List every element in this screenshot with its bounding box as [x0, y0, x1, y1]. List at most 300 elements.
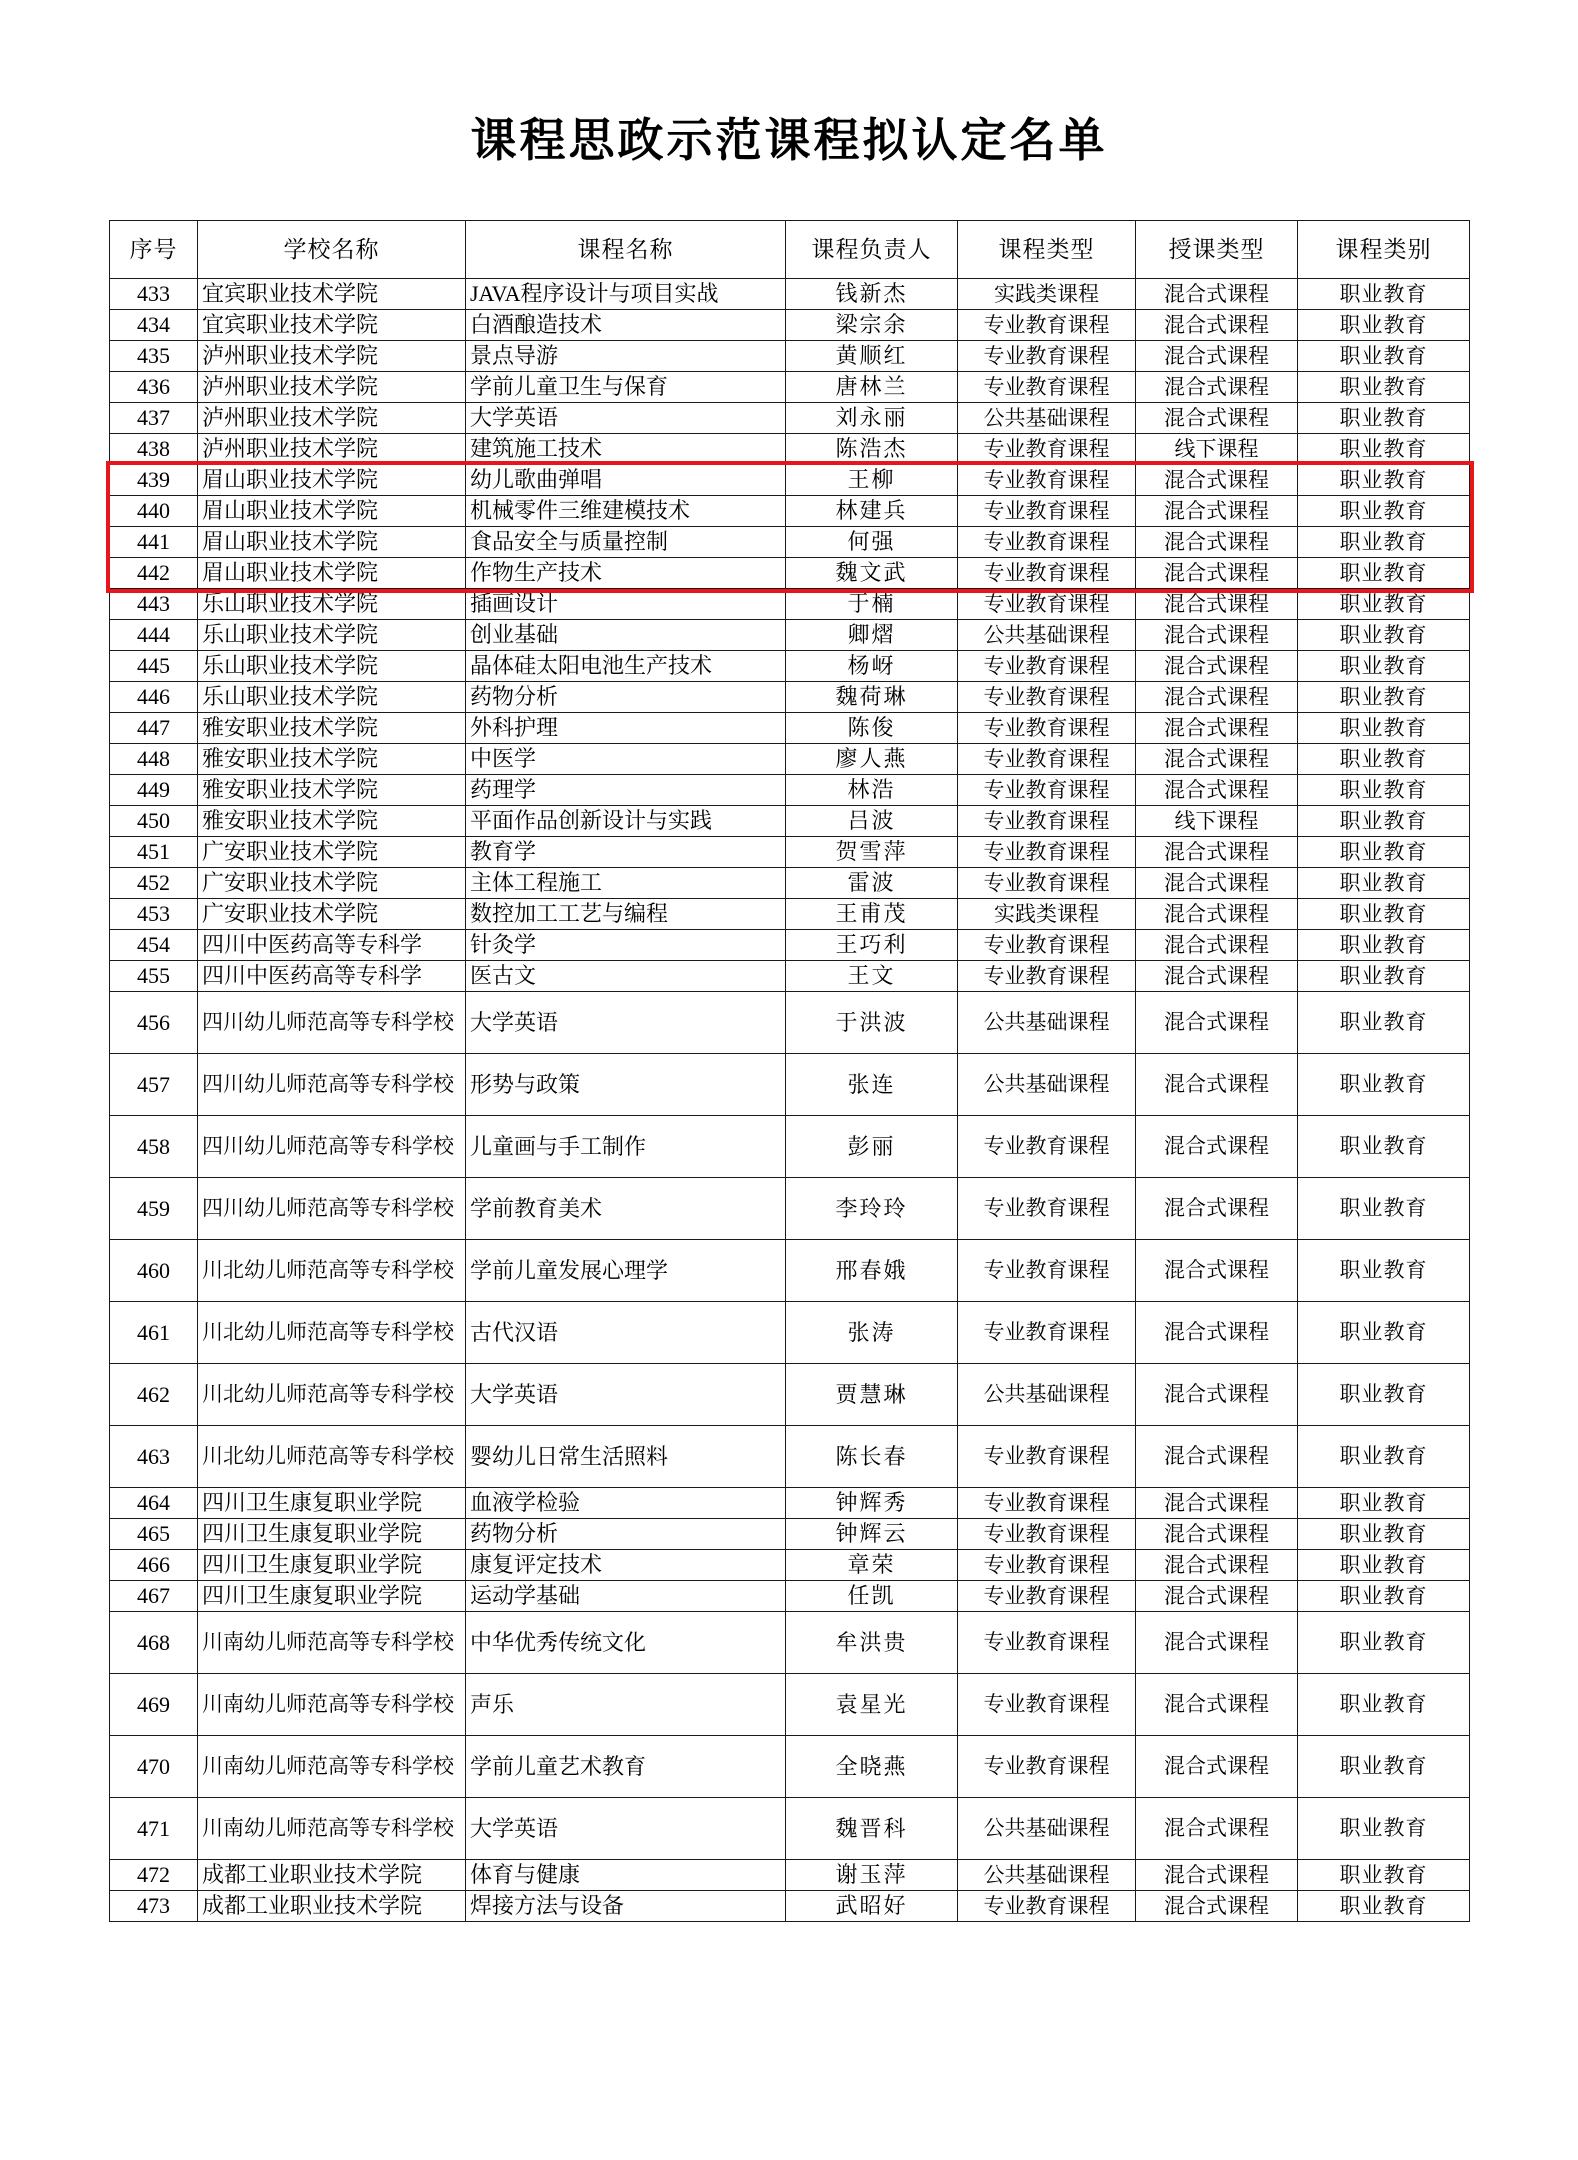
- cell-owner: 林浩: [786, 775, 958, 806]
- cell-category: 职业教育: [1298, 310, 1470, 341]
- cell-school: 川北幼儿师范高等专科学校: [198, 1426, 466, 1488]
- cell-teaching-type: 混合式课程: [1136, 341, 1298, 372]
- cell-school: 雅安职业技术学院: [198, 806, 466, 837]
- cell-index: 471: [110, 1798, 198, 1860]
- table-row: [110, 1860, 1470, 1891]
- cell-school: 川南幼儿师范高等专科学校: [198, 1674, 466, 1736]
- cell-course-type: 专业教育课程: [958, 1519, 1136, 1550]
- header-row: [110, 221, 1470, 279]
- table-row: [110, 1612, 1470, 1674]
- column-header-owner: 课程负责人: [786, 221, 958, 279]
- table-row: [110, 1426, 1470, 1488]
- cell-course-type: 专业教育课程: [958, 713, 1136, 744]
- cell-course: 药物分析: [466, 682, 786, 713]
- cell-category: 职业教育: [1298, 341, 1470, 372]
- cell-school: 眉山职业技术学院: [198, 496, 466, 527]
- cell-category: 职业教育: [1298, 1364, 1470, 1426]
- cell-teaching-type: 混合式课程: [1136, 1302, 1298, 1364]
- cell-school: 成都工业职业技术学院: [198, 1860, 466, 1891]
- cell-school: 川南幼儿师范高等专科学校: [198, 1612, 466, 1674]
- cell-course-type: 专业教育课程: [958, 744, 1136, 775]
- cell-course-type: 专业教育课程: [958, 868, 1136, 899]
- cell-category: 职业教育: [1298, 1240, 1470, 1302]
- cell-category: 职业教育: [1298, 930, 1470, 961]
- cell-owner: 武昭好: [786, 1891, 958, 1922]
- cell-index: 440: [110, 496, 198, 527]
- cell-course: 体育与健康: [466, 1860, 786, 1891]
- cell-owner: 王柳: [786, 465, 958, 496]
- table-row: [110, 682, 1470, 713]
- cell-category: 职业教育: [1298, 558, 1470, 589]
- cell-course-type: 专业教育课程: [958, 682, 1136, 713]
- cell-course: 婴幼儿日常生活照料: [466, 1426, 786, 1488]
- cell-index: 454: [110, 930, 198, 961]
- cell-index: 434: [110, 310, 198, 341]
- cell-index: 457: [110, 1054, 198, 1116]
- cell-course: 运动学基础: [466, 1581, 786, 1612]
- cell-school: 四川中医药高等专科学: [198, 961, 466, 992]
- cell-school: 川北幼儿师范高等专科学校: [198, 1364, 466, 1426]
- cell-course-type: 专业教育课程: [958, 1612, 1136, 1674]
- cell-course: 形势与政策: [466, 1054, 786, 1116]
- cell-course-type: 公共基础课程: [958, 1054, 1136, 1116]
- table-row: [110, 1364, 1470, 1426]
- cell-category: 职业教育: [1298, 1736, 1470, 1798]
- cell-course-type: 专业教育课程: [958, 1240, 1136, 1302]
- cell-index: 462: [110, 1364, 198, 1426]
- table-row: [110, 651, 1470, 682]
- cell-school: 四川卫生康复职业学院: [198, 1550, 466, 1581]
- cell-owner: 牟洪贵: [786, 1612, 958, 1674]
- cell-category: 职业教育: [1298, 837, 1470, 868]
- cell-course-type: 专业教育课程: [958, 372, 1136, 403]
- table-row: [110, 465, 1470, 496]
- cell-course: JAVA程序设计与项目实战: [466, 279, 786, 310]
- table-body: [110, 279, 1470, 1922]
- cell-owner: 张连: [786, 1054, 958, 1116]
- cell-owner: 魏文武: [786, 558, 958, 589]
- cell-course: 针灸学: [466, 930, 786, 961]
- cell-school: 广安职业技术学院: [198, 868, 466, 899]
- cell-course-type: 专业教育课程: [958, 1550, 1136, 1581]
- table-row: [110, 558, 1470, 589]
- cell-course: 中华优秀传统文化: [466, 1612, 786, 1674]
- cell-category: 职业教育: [1298, 1612, 1470, 1674]
- cell-school: 川北幼儿师范高等专科学校: [198, 1302, 466, 1364]
- cell-school: 雅安职业技术学院: [198, 775, 466, 806]
- table-row: [110, 1798, 1470, 1860]
- table-row: [110, 837, 1470, 868]
- cell-category: 职业教育: [1298, 1891, 1470, 1922]
- cell-course-type: 公共基础课程: [958, 1798, 1136, 1860]
- cell-school: 乐山职业技术学院: [198, 651, 466, 682]
- cell-course: 食品安全与质量控制: [466, 527, 786, 558]
- cell-category: 职业教育: [1298, 1426, 1470, 1488]
- cell-index: 453: [110, 899, 198, 930]
- cell-index: 459: [110, 1178, 198, 1240]
- cell-course-type: 实践类课程: [958, 279, 1136, 310]
- cell-owner: 李玲玲: [786, 1178, 958, 1240]
- cell-school: 川南幼儿师范高等专科学校: [198, 1736, 466, 1798]
- cell-index: 437: [110, 403, 198, 434]
- cell-index: 473: [110, 1891, 198, 1922]
- cell-school: 川北幼儿师范高等专科学校: [198, 1240, 466, 1302]
- cell-teaching-type: 混合式课程: [1136, 1581, 1298, 1612]
- cell-teaching-type: 混合式课程: [1136, 1612, 1298, 1674]
- cell-course-type: 专业教育课程: [958, 496, 1136, 527]
- cell-course: 数控加工工艺与编程: [466, 899, 786, 930]
- cell-index: 465: [110, 1519, 198, 1550]
- cell-school: 乐山职业技术学院: [198, 620, 466, 651]
- cell-category: 职业教育: [1298, 775, 1470, 806]
- cell-index: 461: [110, 1302, 198, 1364]
- cell-teaching-type: 混合式课程: [1136, 1116, 1298, 1178]
- cell-category: 职业教育: [1298, 806, 1470, 837]
- cell-category: 职业教育: [1298, 372, 1470, 403]
- table-row: [110, 899, 1470, 930]
- column-header-teaching-type: 授课类型: [1136, 221, 1298, 279]
- table-row: [110, 1116, 1470, 1178]
- cell-index: 472: [110, 1860, 198, 1891]
- cell-course-type: 专业教育课程: [958, 589, 1136, 620]
- cell-owner: 何强: [786, 527, 958, 558]
- cell-teaching-type: 混合式课程: [1136, 620, 1298, 651]
- cell-school: 四川幼儿师范高等专科学校: [198, 1116, 466, 1178]
- cell-course-type: 专业教育课程: [958, 651, 1136, 682]
- cell-school: 眉山职业技术学院: [198, 527, 466, 558]
- cell-course: 机械零件三维建模技术: [466, 496, 786, 527]
- table-row: [110, 620, 1470, 651]
- cell-teaching-type: 混合式课程: [1136, 1860, 1298, 1891]
- cell-teaching-type: 线下课程: [1136, 806, 1298, 837]
- cell-owner: 廖人燕: [786, 744, 958, 775]
- cell-teaching-type: 混合式课程: [1136, 1426, 1298, 1488]
- cell-owner: 王甫茂: [786, 899, 958, 930]
- cell-index: 470: [110, 1736, 198, 1798]
- cell-school: 四川幼儿师范高等专科学校: [198, 992, 466, 1054]
- cell-course: 幼儿歌曲弹唱: [466, 465, 786, 496]
- cell-school: 眉山职业技术学院: [198, 465, 466, 496]
- cell-owner: 谢玉萍: [786, 1860, 958, 1891]
- cell-course-type: 实践类课程: [958, 899, 1136, 930]
- cell-course-type: 公共基础课程: [958, 1364, 1136, 1426]
- cell-owner: 贾慧琳: [786, 1364, 958, 1426]
- cell-teaching-type: 混合式课程: [1136, 992, 1298, 1054]
- table-row: [110, 310, 1470, 341]
- column-header-course-type: 课程类型: [958, 221, 1136, 279]
- cell-course: 景点导游: [466, 341, 786, 372]
- cell-owner: 陈浩杰: [786, 434, 958, 465]
- cell-owner: 袁星光: [786, 1674, 958, 1736]
- table-row: [110, 527, 1470, 558]
- cell-teaching-type: 混合式课程: [1136, 558, 1298, 589]
- cell-course-type: 专业教育课程: [958, 1736, 1136, 1798]
- cell-owner: 王文: [786, 961, 958, 992]
- table-row: [110, 1519, 1470, 1550]
- cell-course: 作物生产技术: [466, 558, 786, 589]
- table-container: [109, 170, 1469, 1922]
- table-header: [110, 221, 1470, 279]
- cell-course-type: 公共基础课程: [958, 1860, 1136, 1891]
- cell-teaching-type: 混合式课程: [1136, 899, 1298, 930]
- cell-course: 血液学检验: [466, 1488, 786, 1519]
- cell-index: 455: [110, 961, 198, 992]
- table-row: [110, 1488, 1470, 1519]
- cell-index: 469: [110, 1674, 198, 1736]
- cell-category: 职业教育: [1298, 1302, 1470, 1364]
- cell-course: 药物分析: [466, 1519, 786, 1550]
- cell-owner: 钟辉秀: [786, 1488, 958, 1519]
- table-row: [110, 1550, 1470, 1581]
- cell-course-type: 专业教育课程: [958, 341, 1136, 372]
- cell-category: 职业教育: [1298, 1550, 1470, 1581]
- cell-index: 456: [110, 992, 198, 1054]
- cell-course: 平面作品创新设计与实践: [466, 806, 786, 837]
- column-header-index: 序号: [110, 221, 198, 279]
- cell-teaching-type: 混合式课程: [1136, 713, 1298, 744]
- cell-school: 四川中医药高等专科学: [198, 930, 466, 961]
- cell-owner: 王巧利: [786, 930, 958, 961]
- cell-course-type: 专业教育课程: [958, 961, 1136, 992]
- cell-category: 职业教育: [1298, 434, 1470, 465]
- cell-school: 四川幼儿师范高等专科学校: [198, 1054, 466, 1116]
- cell-owner: 贺雪萍: [786, 837, 958, 868]
- table-row: [110, 434, 1470, 465]
- cell-teaching-type: 混合式课程: [1136, 682, 1298, 713]
- table-row: [110, 341, 1470, 372]
- cell-course: 创业基础: [466, 620, 786, 651]
- cell-course: 医古文: [466, 961, 786, 992]
- cell-index: 435: [110, 341, 198, 372]
- cell-school: 雅安职业技术学院: [198, 713, 466, 744]
- cell-course-type: 专业教育课程: [958, 1891, 1136, 1922]
- cell-owner: 陈俊: [786, 713, 958, 744]
- cell-course: 主体工程施工: [466, 868, 786, 899]
- cell-teaching-type: 混合式课程: [1136, 1674, 1298, 1736]
- cell-owner: 吕波: [786, 806, 958, 837]
- cell-teaching-type: 混合式课程: [1136, 403, 1298, 434]
- cell-course-type: 专业教育课程: [958, 837, 1136, 868]
- table-row: [110, 1240, 1470, 1302]
- cell-course-type: 专业教育课程: [958, 1302, 1136, 1364]
- cell-school: 四川卫生康复职业学院: [198, 1488, 466, 1519]
- cell-category: 职业教育: [1298, 1860, 1470, 1891]
- cell-course-type: 专业教育课程: [958, 1178, 1136, 1240]
- cell-index: 460: [110, 1240, 198, 1302]
- cell-category: 职业教育: [1298, 868, 1470, 899]
- cell-course: 儿童画与手工制作: [466, 1116, 786, 1178]
- cell-category: 职业教育: [1298, 589, 1470, 620]
- cell-course: 大学英语: [466, 1364, 786, 1426]
- cell-course-type: 专业教育课程: [958, 465, 1136, 496]
- cell-owner: 邢春娥: [786, 1240, 958, 1302]
- table-row: [110, 961, 1470, 992]
- cell-owner: 雷波: [786, 868, 958, 899]
- cell-category: 职业教育: [1298, 1798, 1470, 1860]
- cell-teaching-type: 混合式课程: [1136, 1891, 1298, 1922]
- cell-course: 古代汉语: [466, 1302, 786, 1364]
- cell-course: 教育学: [466, 837, 786, 868]
- cell-index: 467: [110, 1581, 198, 1612]
- cell-teaching-type: 混合式课程: [1136, 651, 1298, 682]
- cell-owner: 钱新杰: [786, 279, 958, 310]
- cell-school: 雅安职业技术学院: [198, 744, 466, 775]
- table-row: [110, 806, 1470, 837]
- table-row: [110, 868, 1470, 899]
- cell-course: 建筑施工技术: [466, 434, 786, 465]
- cell-course: 焊接方法与设备: [466, 1891, 786, 1922]
- cell-category: 职业教育: [1298, 651, 1470, 682]
- table-row: [110, 775, 1470, 806]
- cell-owner: 全晓燕: [786, 1736, 958, 1798]
- page-title: 课程思政示范课程拟认定名单: [470, 115, 1108, 166]
- cell-course-type: 专业教育课程: [958, 527, 1136, 558]
- cell-category: 职业教育: [1298, 1488, 1470, 1519]
- cell-course-type: 专业教育课程: [958, 558, 1136, 589]
- cell-course: 大学英语: [466, 992, 786, 1054]
- cell-course: 学前教育美术: [466, 1178, 786, 1240]
- cell-index: 441: [110, 527, 198, 558]
- cell-teaching-type: 混合式课程: [1136, 930, 1298, 961]
- table-row: [110, 930, 1470, 961]
- cell-school: 乐山职业技术学院: [198, 589, 466, 620]
- cell-index: 452: [110, 868, 198, 899]
- table-row: [110, 1054, 1470, 1116]
- cell-teaching-type: 混合式课程: [1136, 1054, 1298, 1116]
- cell-teaching-type: 混合式课程: [1136, 496, 1298, 527]
- cell-category: 职业教育: [1298, 620, 1470, 651]
- cell-index: 442: [110, 558, 198, 589]
- cell-teaching-type: 混合式课程: [1136, 527, 1298, 558]
- cell-course-type: 专业教育课程: [958, 1116, 1136, 1178]
- cell-course: 大学英语: [466, 1798, 786, 1860]
- cell-school: 泸州职业技术学院: [198, 434, 466, 465]
- cell-teaching-type: 线下课程: [1136, 434, 1298, 465]
- cell-owner: 杨岈: [786, 651, 958, 682]
- cell-school: 四川幼儿师范高等专科学校: [198, 1178, 466, 1240]
- cell-school: 广安职业技术学院: [198, 899, 466, 930]
- cell-category: 职业教育: [1298, 961, 1470, 992]
- cell-course: 中医学: [466, 744, 786, 775]
- cell-category: 职业教育: [1298, 1054, 1470, 1116]
- cell-course-type: 专业教育课程: [958, 310, 1136, 341]
- table-row: [110, 1581, 1470, 1612]
- cell-index: 447: [110, 713, 198, 744]
- cell-course: 插画设计: [466, 589, 786, 620]
- column-header-category: 课程类别: [1298, 221, 1470, 279]
- cell-school: 眉山职业技术学院: [198, 558, 466, 589]
- cell-course: 药理学: [466, 775, 786, 806]
- cell-category: 职业教育: [1298, 1519, 1470, 1550]
- cell-category: 职业教育: [1298, 1674, 1470, 1736]
- cell-index: 464: [110, 1488, 198, 1519]
- cell-category: 职业教育: [1298, 403, 1470, 434]
- column-header-course: 课程名称: [466, 221, 786, 279]
- cell-index: 443: [110, 589, 198, 620]
- cell-course-type: 专业教育课程: [958, 1488, 1136, 1519]
- cell-teaching-type: 混合式课程: [1136, 1519, 1298, 1550]
- cell-owner: 彭丽: [786, 1116, 958, 1178]
- cell-school: 广安职业技术学院: [198, 837, 466, 868]
- cell-owner: 魏荷琳: [786, 682, 958, 713]
- cell-owner: 钟辉云: [786, 1519, 958, 1550]
- cell-teaching-type: 混合式课程: [1136, 589, 1298, 620]
- cell-teaching-type: 混合式课程: [1136, 1178, 1298, 1240]
- table-row: [110, 1891, 1470, 1922]
- cell-course-type: 专业教育课程: [958, 1426, 1136, 1488]
- cell-school: 四川卫生康复职业学院: [198, 1581, 466, 1612]
- table-row: [110, 496, 1470, 527]
- table-row: [110, 1674, 1470, 1736]
- cell-school: 泸州职业技术学院: [198, 341, 466, 372]
- cell-index: 444: [110, 620, 198, 651]
- cell-course: 学前儿童发展心理学: [466, 1240, 786, 1302]
- cell-course-type: 专业教育课程: [958, 1581, 1136, 1612]
- cell-teaching-type: 混合式课程: [1136, 1798, 1298, 1860]
- table-row: [110, 992, 1470, 1054]
- cell-school: 川南幼儿师范高等专科学校: [198, 1798, 466, 1860]
- cell-owner: 任凯: [786, 1581, 958, 1612]
- cell-index: 438: [110, 434, 198, 465]
- cell-course-type: 公共基础课程: [958, 620, 1136, 651]
- cell-teaching-type: 混合式课程: [1136, 775, 1298, 806]
- cell-teaching-type: 混合式课程: [1136, 465, 1298, 496]
- cell-category: 职业教育: [1298, 1581, 1470, 1612]
- cell-owner: 刘永丽: [786, 403, 958, 434]
- cell-index: 445: [110, 651, 198, 682]
- cell-category: 职业教育: [1298, 1178, 1470, 1240]
- cell-course: 大学英语: [466, 403, 786, 434]
- cell-index: 436: [110, 372, 198, 403]
- cell-course: 晶体硅太阳电池生产技术: [466, 651, 786, 682]
- course-listing-table: [109, 220, 1470, 1922]
- cell-school: 成都工业职业技术学院: [198, 1891, 466, 1922]
- cell-category: 职业教育: [1298, 1116, 1470, 1178]
- cell-teaching-type: 混合式课程: [1136, 1364, 1298, 1426]
- cell-owner: 梁宗余: [786, 310, 958, 341]
- cell-course-type: 专业教育课程: [958, 806, 1136, 837]
- cell-school: 宜宾职业技术学院: [198, 279, 466, 310]
- cell-category: 职业教育: [1298, 899, 1470, 930]
- column-header-school: 学校名称: [198, 221, 466, 279]
- cell-course-type: 公共基础课程: [958, 992, 1136, 1054]
- cell-category: 职业教育: [1298, 744, 1470, 775]
- cell-index: 458: [110, 1116, 198, 1178]
- table-row: [110, 1178, 1470, 1240]
- cell-owner: 林建兵: [786, 496, 958, 527]
- table-row: [110, 744, 1470, 775]
- cell-owner: 章荣: [786, 1550, 958, 1581]
- cell-owner: 张涛: [786, 1302, 958, 1364]
- cell-owner: 陈长春: [786, 1426, 958, 1488]
- cell-course-type: 专业教育课程: [958, 775, 1136, 806]
- cell-course: 白酒酿造技术: [466, 310, 786, 341]
- cell-index: 448: [110, 744, 198, 775]
- cell-teaching-type: 混合式课程: [1136, 279, 1298, 310]
- cell-teaching-type: 混合式课程: [1136, 372, 1298, 403]
- cell-teaching-type: 混合式课程: [1136, 1550, 1298, 1581]
- cell-teaching-type: 混合式课程: [1136, 744, 1298, 775]
- cell-category: 职业教育: [1298, 682, 1470, 713]
- cell-index: 466: [110, 1550, 198, 1581]
- cell-index: 451: [110, 837, 198, 868]
- table-row: [110, 403, 1470, 434]
- cell-teaching-type: 混合式课程: [1136, 1488, 1298, 1519]
- cell-course: 学前儿童艺术教育: [466, 1736, 786, 1798]
- cell-category: 职业教育: [1298, 713, 1470, 744]
- cell-index: 449: [110, 775, 198, 806]
- cell-owner: 魏晋科: [786, 1798, 958, 1860]
